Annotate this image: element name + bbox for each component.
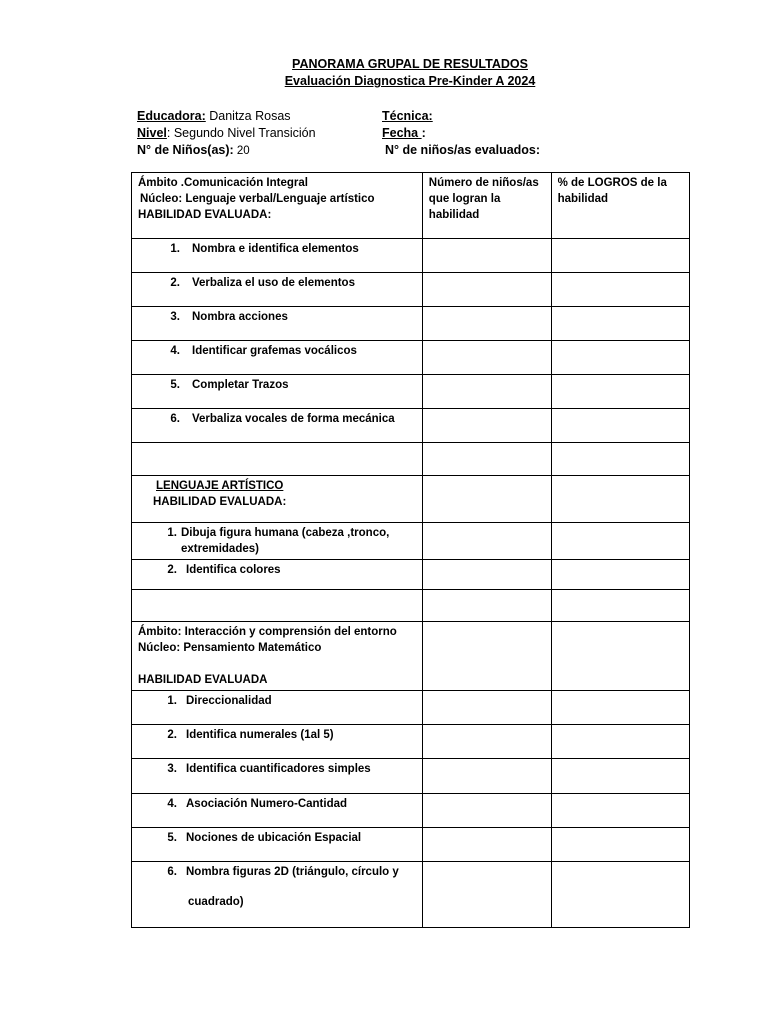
habilidad-label: HABILIDAD EVALUADA: <box>138 209 272 221</box>
ambito-label: Ámbito: Interacción y comprensión del entorno <box>138 626 397 638</box>
skill-item: 5. Nociones de ubicación Espacial <box>167 832 362 844</box>
table-row <box>132 523 690 560</box>
count-cell[interactable] <box>422 590 551 622</box>
skill-item: 4. Identificar grafemas vocálicos <box>170 345 357 357</box>
percent-cell[interactable] <box>551 590 689 622</box>
skill-item: 3. Nombra acciones <box>170 311 288 323</box>
table-row-empty <box>132 443 690 476</box>
document-title: PANORAMA GRUPAL DE RESULTADOS <box>292 57 528 71</box>
table-row <box>132 794 690 828</box>
percent-cell[interactable] <box>551 523 689 560</box>
ninos-value: 20 <box>233 145 250 157</box>
count-cell[interactable] <box>422 828 551 862</box>
educadora-label: Educadora: <box>137 109 206 123</box>
count-cell[interactable] <box>422 273 551 307</box>
percent-cell[interactable] <box>551 443 689 476</box>
count-cell[interactable] <box>422 307 551 341</box>
table-row <box>132 273 690 307</box>
ninos-label: N° de Niños(as): <box>137 143 234 157</box>
percent-cell[interactable] <box>551 560 689 590</box>
skill-item: 1. Direccionalidad <box>167 695 272 707</box>
count-cell[interactable] <box>422 341 551 375</box>
section-heading-row <box>132 622 690 691</box>
percent-cell[interactable] <box>551 794 689 828</box>
evaluados-label: N° de niños/as evaluados: <box>385 143 541 157</box>
skill-item: 2. Identifica numerales (1al 5) <box>167 729 334 741</box>
count-cell[interactable] <box>422 409 551 443</box>
header-cell-skills <box>132 173 423 239</box>
percent-cell[interactable] <box>551 239 689 273</box>
fecha-line <box>382 126 426 140</box>
table-row <box>132 307 690 341</box>
table-row <box>132 375 690 409</box>
section-heading-row <box>132 476 690 523</box>
count-cell[interactable] <box>422 239 551 273</box>
results-table <box>131 172 690 928</box>
educadora-value: Danitza Rosas <box>205 109 291 123</box>
percent-cell[interactable] <box>551 691 689 725</box>
table-row <box>132 409 690 443</box>
document-subtitle: Evaluación Diagnostica Pre-Kinder A 2024 <box>284 74 536 88</box>
percent-cell[interactable] <box>551 828 689 862</box>
count-cell[interactable] <box>422 862 551 928</box>
table-row <box>132 759 690 794</box>
table-row <box>132 862 690 928</box>
ambito-label: Ámbito .Comunicación Integral <box>138 177 308 189</box>
nucleo-label: Núcleo: Pensamiento Matemático <box>138 642 322 654</box>
percent-cell[interactable] <box>551 759 689 794</box>
skill-item: 1. Nombra e identifica elementos <box>170 243 359 255</box>
header-cell-percent: % de LOGROS de la habilidad <box>551 173 689 239</box>
count-cell[interactable] <box>422 759 551 794</box>
percent-cell[interactable] <box>551 273 689 307</box>
percent-cell[interactable] <box>551 307 689 341</box>
nivel-line <box>137 126 316 140</box>
table-row <box>132 828 690 862</box>
nucleo-label: Núcleo: Lenguaje verbal/Lenguaje artístico <box>140 193 375 205</box>
percent-cell[interactable] <box>551 341 689 375</box>
percent-cell[interactable] <box>551 725 689 759</box>
habilidad-label: HABILIDAD EVALUADA <box>138 674 268 686</box>
section-title: LENGUAJE ARTÍSTICO <box>156 480 284 492</box>
skill-item: 5. Completar Trazos <box>170 379 289 391</box>
table-row <box>132 725 690 759</box>
skill-item: 4. Asociación Numero-Cantidad <box>167 798 348 810</box>
nivel-value: : Segundo Nivel Transición <box>166 126 316 140</box>
percent-cell[interactable] <box>551 375 689 409</box>
table-row <box>132 691 690 725</box>
skill-item: 1. Dibuja figura humana (cabeza ,tronco, extremidades) <box>167 527 390 555</box>
table-row <box>132 341 690 375</box>
habilidad-label: HABILIDAD EVALUADA: <box>153 496 287 508</box>
count-cell[interactable] <box>422 725 551 759</box>
educadora-line <box>137 109 291 123</box>
percent-cell[interactable] <box>551 409 689 443</box>
count-cell[interactable] <box>422 794 551 828</box>
header-cell-count: Número de niños/as que logran la habilidad <box>422 173 551 239</box>
tecnica-label: Técnica: <box>382 109 433 123</box>
count-cell[interactable] <box>422 375 551 409</box>
table-row <box>132 560 690 590</box>
ninos-line <box>137 143 250 157</box>
skill-item-continuation: cuadrado) <box>188 896 244 908</box>
skill-item: 2. Verbaliza el uso de elementos <box>170 277 355 289</box>
fecha-value: : <box>421 126 426 140</box>
percent-cell[interactable] <box>551 862 689 928</box>
nivel-label: Nivel <box>137 126 167 140</box>
table-row-empty <box>132 590 690 622</box>
skill-item: 3. Identifica cuantificadores simples <box>167 763 371 775</box>
count-cell[interactable] <box>422 443 551 476</box>
skill-item: 2. Identifica colores <box>167 564 281 576</box>
count-cell[interactable] <box>422 560 551 590</box>
table-header-row <box>132 173 690 239</box>
count-cell[interactable] <box>422 523 551 560</box>
count-cell[interactable] <box>422 691 551 725</box>
skill-item: 6. Nombra figuras 2D (triángulo, círculo y <box>167 866 399 878</box>
fecha-label: Fecha <box>382 126 422 140</box>
skill-item: 6. Verbaliza vocales de forma mecánica <box>170 413 395 425</box>
table-row <box>132 239 690 273</box>
